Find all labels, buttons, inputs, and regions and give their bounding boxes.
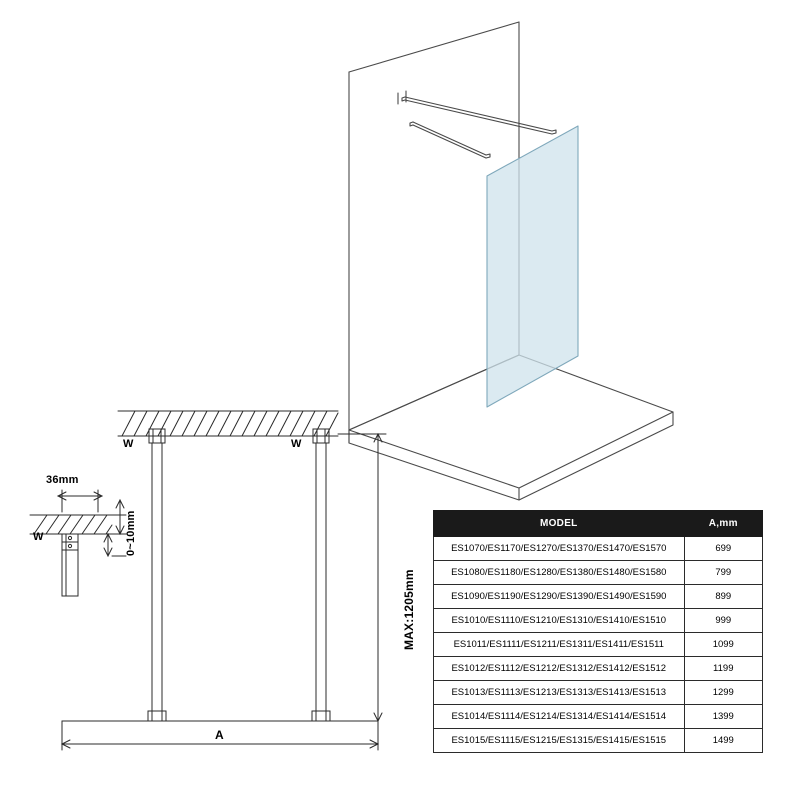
label-w-right: W (291, 438, 302, 450)
foot-right (312, 711, 330, 721)
table-header-dimension: A,mm (684, 511, 762, 537)
cell-model: ES1011/ES1111/ES1211/ES1311/ES1411/ES1511 (434, 633, 685, 657)
label-w-detail: W (33, 531, 44, 543)
cell-model: ES1013/ES1113/ES1213/ES1313/ES1413/ES1513 (434, 681, 685, 705)
post-left (152, 443, 162, 711)
cell-dimension: 899 (684, 585, 762, 609)
cell-dimension: 1499 (684, 729, 762, 753)
cell-dimension: 1299 (684, 681, 762, 705)
cell-model: ES1012/ES1112/ES1212/ES1312/ES1412/ES1512 (434, 657, 685, 681)
table-row (434, 537, 763, 561)
table-row (434, 633, 763, 657)
cell-model: ES1015/ES1115/ES1215/ES1315/ES1415/ES1515 (434, 729, 685, 753)
label-w-left: W (123, 438, 134, 450)
table-row (434, 657, 763, 681)
cell-dimension: 1099 (684, 633, 762, 657)
ceiling-hatch (118, 411, 338, 436)
label-dimension-a: A (215, 728, 224, 742)
foot-left (148, 711, 166, 721)
table-row (434, 585, 763, 609)
table-header-model: MODEL (434, 511, 685, 537)
label-max-height: MAX:1205mm (402, 569, 416, 650)
table-row (434, 609, 763, 633)
table-row (434, 705, 763, 729)
detail-section (30, 490, 126, 596)
cell-model: ES1080/ES1180/ES1280/ES1380/ES1480/ES1580 (434, 561, 685, 585)
table-row (434, 681, 763, 705)
cell-model: ES1090/ES1190/ES1290/ES1390/ES1490/ES1590 (434, 585, 685, 609)
cell-dimension: 799 (684, 561, 762, 585)
cell-model: ES1070/ES1170/ES1270/ES1370/ES1470/ES1570 (434, 537, 685, 561)
table-body (434, 537, 763, 753)
label-0-10mm: 0~10mm (125, 510, 137, 556)
table-row (434, 729, 763, 753)
cell-dimension: 999 (684, 609, 762, 633)
table-header-row (434, 511, 763, 537)
label-36mm: 36mm (46, 474, 79, 486)
cell-dimension: 1399 (684, 705, 762, 729)
model-dimension-table (433, 510, 763, 753)
post-right (316, 443, 326, 711)
dimension-max-height (338, 434, 386, 721)
table-row (434, 561, 763, 585)
cell-dimension: 699 (684, 537, 762, 561)
cell-model: ES1010/ES1110/ES1210/ES1310/ES1410/ES1510 (434, 609, 685, 633)
cell-dimension: 1199 (684, 657, 762, 681)
cell-model: ES1014/ES1114/ES1214/ES1314/ES1414/ES1514 (434, 705, 685, 729)
